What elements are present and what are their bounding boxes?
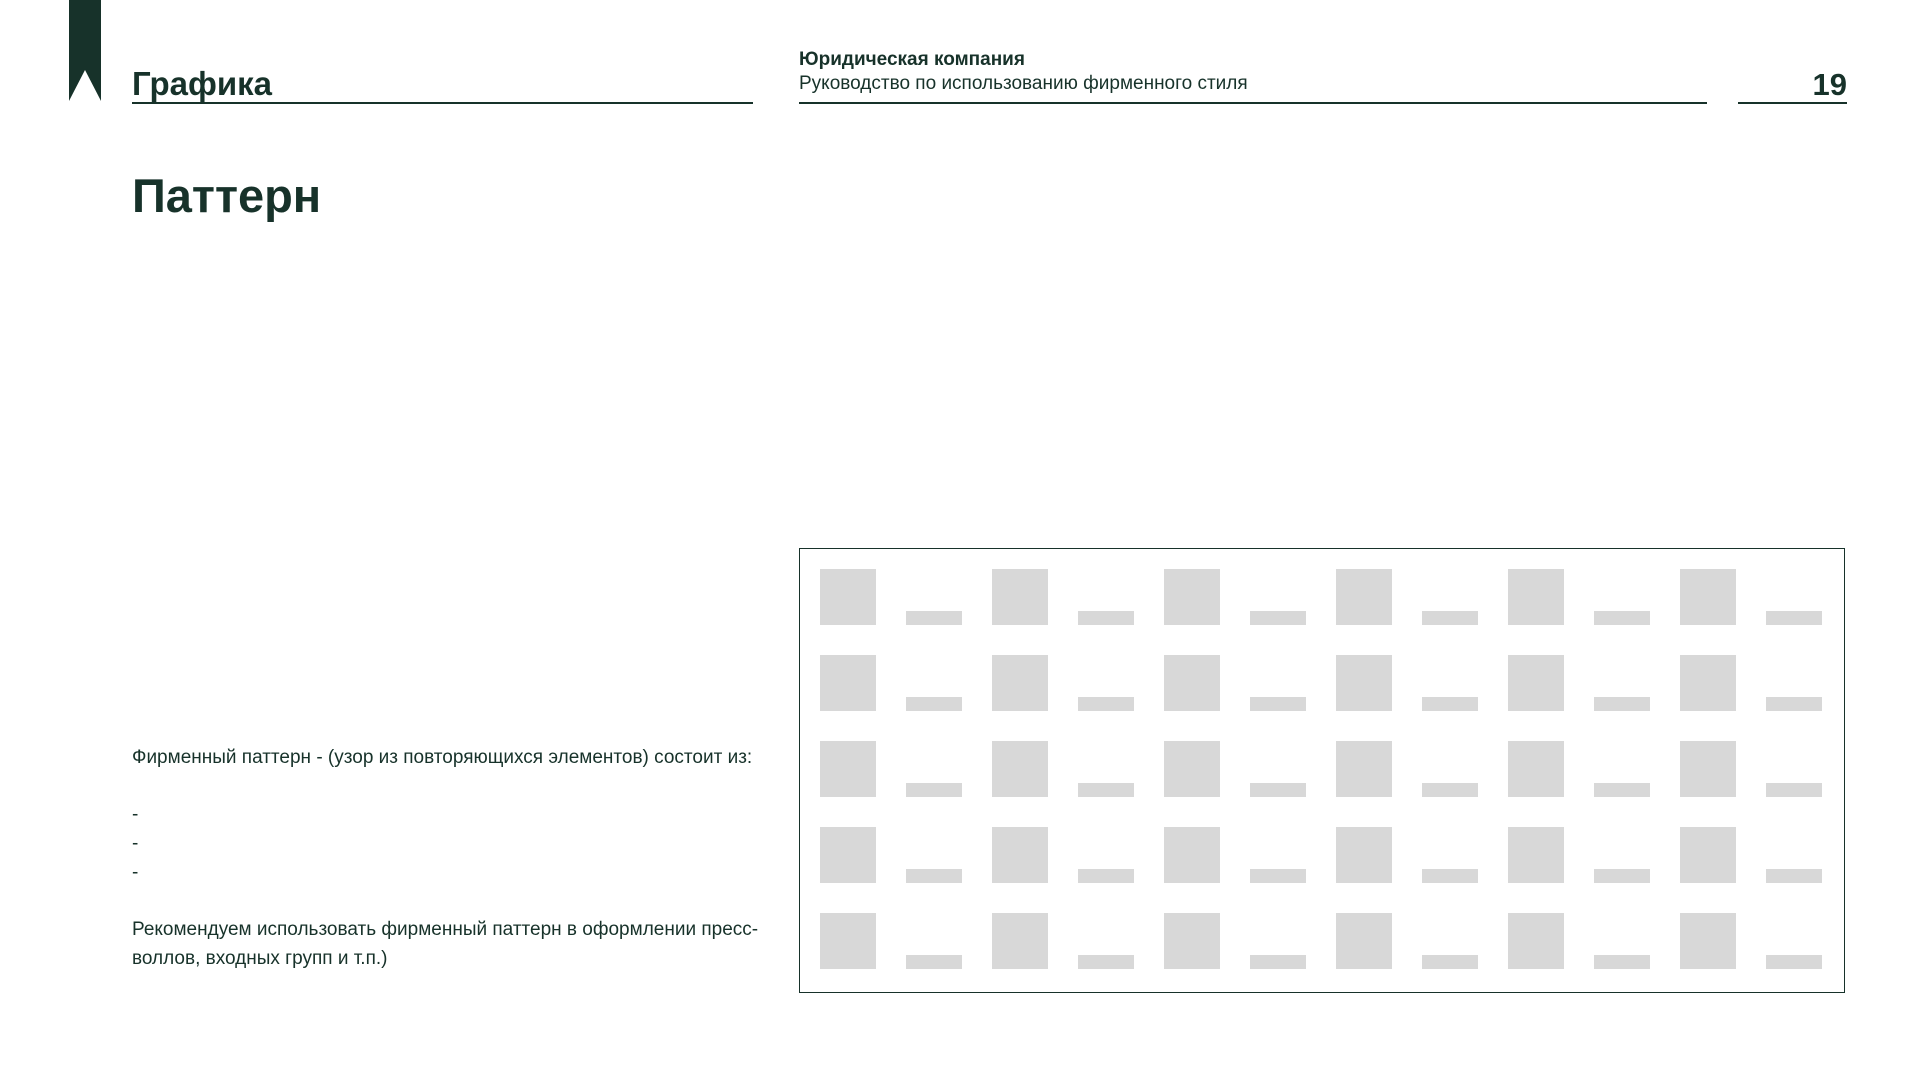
list-item: - (132, 804, 139, 825)
pattern-description (132, 743, 772, 973)
company-name: Юридическая компания (799, 49, 1025, 70)
pattern-square (820, 913, 876, 969)
pattern-square (1508, 569, 1564, 625)
pattern-bar (1422, 869, 1478, 883)
pattern-bar (1078, 611, 1134, 625)
section-header (132, 59, 753, 104)
pattern-bar (1422, 697, 1478, 711)
pattern-square (820, 741, 876, 797)
pattern-square (1336, 569, 1392, 625)
pattern-bar (1078, 869, 1134, 883)
pattern-bar (1594, 611, 1650, 625)
pattern-bar (1422, 611, 1478, 625)
pattern-square (1680, 655, 1736, 711)
pattern-square (992, 569, 1048, 625)
document-header (799, 48, 1707, 104)
pattern-bar (1250, 611, 1306, 625)
pattern-bar (1250, 955, 1306, 969)
pattern-square (1508, 741, 1564, 797)
pattern-bar (1594, 697, 1650, 711)
list-item: - (132, 862, 139, 883)
pattern-square (1508, 655, 1564, 711)
pattern-bar (906, 783, 962, 797)
description-recommendation: Рекомендуем использовать фирменный паттерн в оформлении пресс-воллов, входных групп и т.п.) (132, 919, 759, 969)
pattern-square (1164, 655, 1220, 711)
pattern-square (820, 655, 876, 711)
pattern-square (1336, 827, 1392, 883)
pattern-square (820, 827, 876, 883)
pattern-example-frame (799, 548, 1845, 993)
pattern-bar (906, 697, 962, 711)
pattern-bar (1766, 611, 1822, 625)
pattern-square (992, 655, 1048, 711)
pattern-bar (1594, 869, 1650, 883)
pattern-square (1508, 827, 1564, 883)
pattern-bar (906, 955, 962, 969)
pattern-bar (1078, 955, 1134, 969)
pattern-square (1680, 827, 1736, 883)
description-intro: Фирменный паттерн - (узор из повторяющихся элементов) состоит из: (132, 747, 753, 768)
pattern-square (1680, 913, 1736, 969)
page-number: 19 (1812, 67, 1847, 102)
pattern-bar (1766, 955, 1822, 969)
pattern-bar (1078, 783, 1134, 797)
pattern-square (992, 827, 1048, 883)
pattern-square (1336, 741, 1392, 797)
guide-title: Руководство по использованию фирменного стиля (799, 73, 1248, 94)
pattern-square (992, 913, 1048, 969)
pattern-bar (906, 869, 962, 883)
pattern-bar (1766, 783, 1822, 797)
pattern-square (1164, 569, 1220, 625)
list-item: - (132, 833, 139, 854)
pattern-square (1508, 913, 1564, 969)
pattern-square (1680, 569, 1736, 625)
bookmark-icon (69, 0, 101, 101)
brand-pattern (800, 549, 1844, 992)
pattern-square (1680, 741, 1736, 797)
pattern-bar (1078, 697, 1134, 711)
pattern-bar (1594, 955, 1650, 969)
pattern-bar (1594, 783, 1650, 797)
pattern-bar (1422, 783, 1478, 797)
pattern-bar (1766, 869, 1822, 883)
pattern-square (820, 569, 876, 625)
pattern-components-list (132, 800, 772, 887)
pattern-square (1164, 913, 1220, 969)
pattern-bar (1250, 697, 1306, 711)
pattern-bar (1250, 869, 1306, 883)
pattern-bar (906, 611, 962, 625)
page-title: Паттерн (132, 169, 322, 222)
section-title: Графика (132, 65, 272, 102)
page-number-box (1738, 59, 1847, 104)
pattern-square (1164, 827, 1220, 883)
pattern-square (1336, 655, 1392, 711)
pattern-square (1164, 741, 1220, 797)
pattern-bar (1250, 783, 1306, 797)
pattern-bar (1422, 955, 1478, 969)
pattern-square (992, 741, 1048, 797)
pattern-bar (1766, 697, 1822, 711)
pattern-square (1336, 913, 1392, 969)
